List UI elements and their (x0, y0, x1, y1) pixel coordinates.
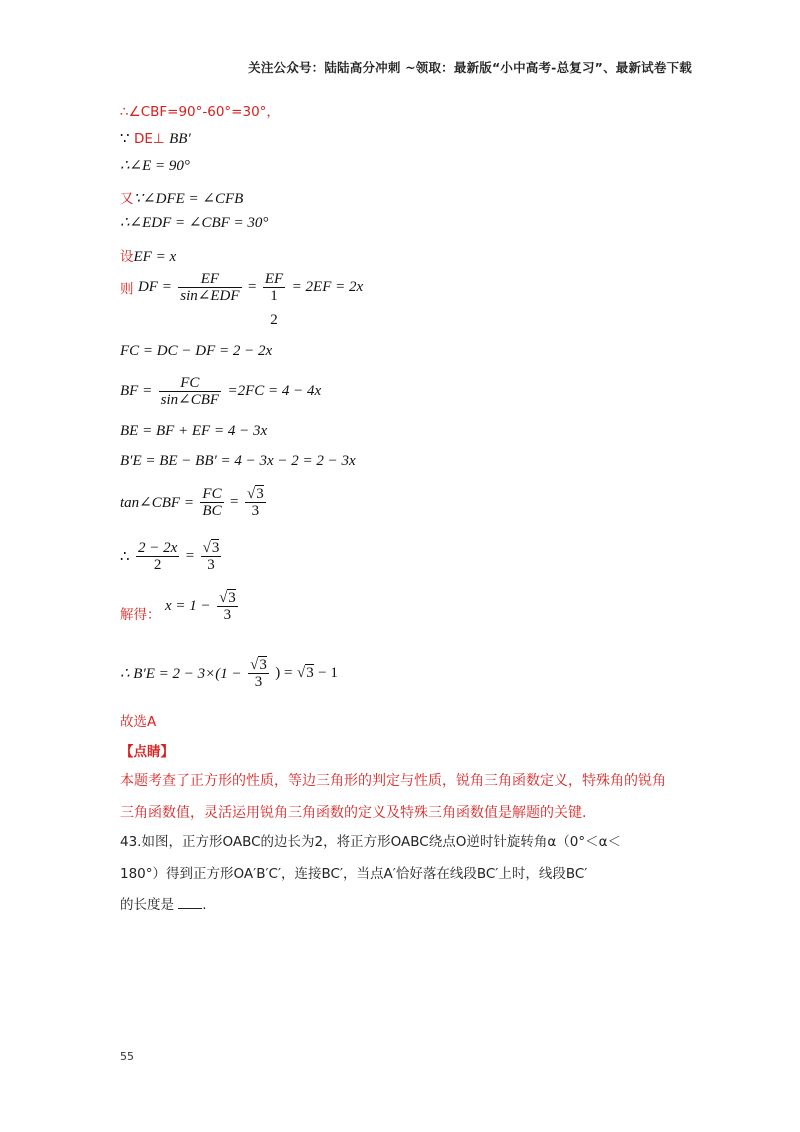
line-solve: 解得： x = 1 − $\frac{√3}{3}$ (120, 590, 236, 623)
line-angle-cbf: ∴∠CBF=90°-60°=30°， (120, 104, 280, 120)
dfe-cfb-math: ∵∠DFE = ∠CFB (133, 191, 244, 207)
line-set-ef (120, 245, 176, 266)
you-label: 又 (120, 191, 134, 207)
fc-over-bc: $\frac{FC}{BC}$ (202, 486, 222, 519)
ef-over-sin: $\frac{EF}{\text{sin∠EDF}}$ (180, 271, 240, 304)
line-fc: FC = DC − DF = 2 − 2x (120, 343, 273, 359)
dianjing-line-1: 本题考查了正方形的性质，等边三角形的判定与性质，锐角三角函数定义，特殊角的锐角 (120, 773, 666, 789)
sqrt3-over-3-b: $\frac{√3}{3}$ (202, 540, 220, 573)
line-tan: tan∠CBF = $\frac{FC}{BC}$ = $\frac{√3}{3}$ (120, 486, 264, 519)
answer-blank (178, 896, 202, 909)
solve-label: 解得： (120, 607, 161, 623)
line-final-b-prime-e: ∴ B′E = 2 − 3×(1 − $\frac{√3}{3}$ ) = √3 − 1 (120, 657, 338, 690)
question-43-line-2: 180°）得到正方形OA′B′C′，连接BC′，当点A′恰好落在线段BC′上时，线段BC′ (120, 866, 588, 882)
line-angle-e: ∴∠E = 90° (120, 158, 190, 174)
question-43-line-3: 的长度是 . (120, 897, 207, 913)
bb-prime: BB′ (169, 131, 191, 147)
line-df: 则 DF = $\frac{EF}{\text{sin∠EDF}}$ = EF 1 2 = 2EF = 2x (120, 271, 364, 328)
line-be: BE = BF + EF = 4 − 3x (120, 423, 268, 439)
fc-over-sin: $\frac{FC}{\text{sin∠CBF}}$ (160, 375, 220, 408)
df-eq: DF = (137, 279, 172, 295)
ef-over-half: EF 1 2 (264, 271, 284, 328)
df-result: = 2EF = 2x (291, 279, 364, 295)
de-perp-text: DE⊥ (134, 131, 165, 147)
ef-x: EF = x (133, 249, 177, 265)
she-label: 设 (120, 249, 134, 265)
sqrt3-over-3-d: $\frac{√3}{3}$ (250, 657, 267, 690)
two-minus-2x-over-2: $\frac{2 - 2x}{2}$ (138, 540, 178, 573)
answer-a: 故选A (120, 714, 157, 730)
line-edf: ∴∠EDF = ∠CBF = 30° (120, 215, 269, 231)
page-number: 55 (120, 1050, 134, 1063)
question-43-line-1: 43.如图，正方形OABC的边长为2，将正方形OABC绕点O逆时针旋转角α（0°＜α＜ (120, 834, 621, 850)
sqrt3-over-3: $\frac{√3}{3}$ (246, 486, 264, 519)
line-b-prime-e: B′E = BE − BB′ = 4 − 3x − 2 = 2 − 3x (120, 453, 356, 469)
line-de-perp (120, 129, 191, 148)
sqrt3-over-3-c: $\frac{√3}{3}$ (219, 590, 236, 623)
dianjing-line-2: 三角函数值，灵活运用锐角三角函数的定义及特殊三角函数值是解题的关键. (120, 805, 587, 821)
page-header: 关注公众号：陆陆高分冲刺 ~领取：最新版“小中高考-总复习”、最新试卷下载 (248, 60, 692, 75)
ze-label: 则 (120, 281, 134, 298)
line-bf: BF = $\frac{FC}{\text{sin∠CBF}}$ =2FC = 4 − 4x (120, 375, 322, 408)
dianjing-heading: 【点睛】 (120, 744, 174, 760)
because-symbol: ∵ (120, 131, 130, 147)
sqrt3: √3 (296, 665, 314, 681)
line-therefore-frac: ∴ $\frac{2 - 2x}{2}$ = $\frac{√3}{3}$ (120, 540, 220, 573)
line-dfe-cfb (120, 187, 243, 208)
